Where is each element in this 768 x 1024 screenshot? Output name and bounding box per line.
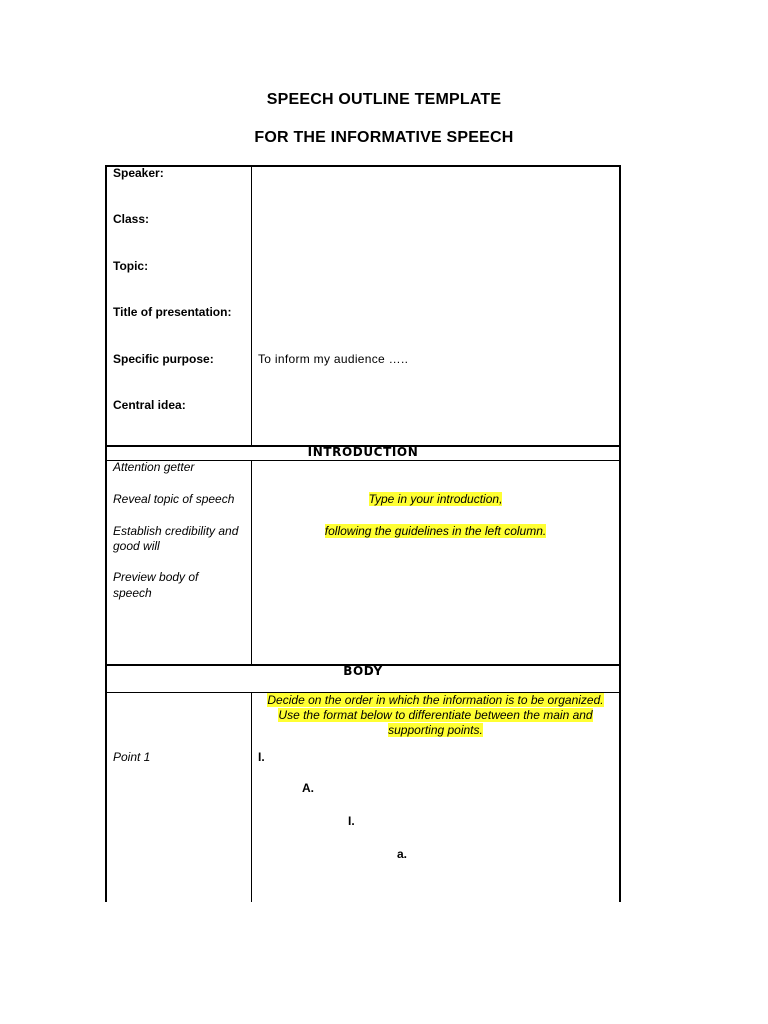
body-heading: BODY [343, 664, 383, 678]
outline-level-1[interactable]: I. [258, 750, 265, 764]
credibility-label-line1: Establish credibility and [113, 524, 239, 538]
page-subtitle: FOR THE INFORMATIVE SPEECH [254, 129, 514, 146]
body-instruction-2 [252, 708, 619, 723]
table-border-left [105, 165, 107, 902]
title-label: Title of presentation: [113, 305, 232, 319]
column-divider-intro [251, 460, 252, 665]
intro-instruction-1 [252, 492, 619, 507]
outline-level-3[interactable]: I. [348, 814, 355, 828]
reveal-topic-label: Reveal topic of speech [113, 492, 235, 506]
body-instruction-1-text: Decide on the order in which the information is to be organized. [267, 693, 604, 707]
speaker-label: Speaker: [113, 166, 164, 180]
body-instruction-1 [252, 693, 619, 708]
purpose-label: Specific purpose: [113, 352, 214, 366]
purpose-value[interactable]: To inform my audience ….. [258, 352, 409, 366]
page-title: SPEECH OUTLINE TEMPLATE [266, 91, 502, 108]
credibility-label-line2: good will [113, 539, 160, 553]
body-instruction-3 [252, 723, 619, 738]
preview-label-line1: Preview body of [113, 570, 199, 584]
outline-level-2[interactable]: A. [302, 781, 314, 795]
body-instruction-2-text: Use the format below to differentiate between the main and [278, 708, 593, 722]
intro-instruction-2 [252, 524, 619, 539]
class-label: Class: [113, 212, 150, 226]
body-instruction-3-text: supporting points. [388, 723, 483, 737]
table-border-top [105, 165, 621, 167]
introduction-heading: INTRODUCTION [307, 445, 419, 459]
column-divider-info [251, 166, 252, 446]
point-1-label: Point 1 [113, 750, 151, 764]
outline-level-4[interactable]: a. [397, 847, 408, 861]
topic-label: Topic: [113, 259, 149, 273]
table-border-right [619, 165, 621, 902]
central-idea-label: Central idea: [113, 398, 186, 412]
attention-getter-label: Attention getter [113, 460, 195, 474]
intro-instruction-2-text: following the guidelines in the left column. [324, 524, 547, 538]
intro-instruction-1-text: Type in your introduction, [368, 492, 503, 506]
preview-label-line2: speech [113, 586, 152, 600]
